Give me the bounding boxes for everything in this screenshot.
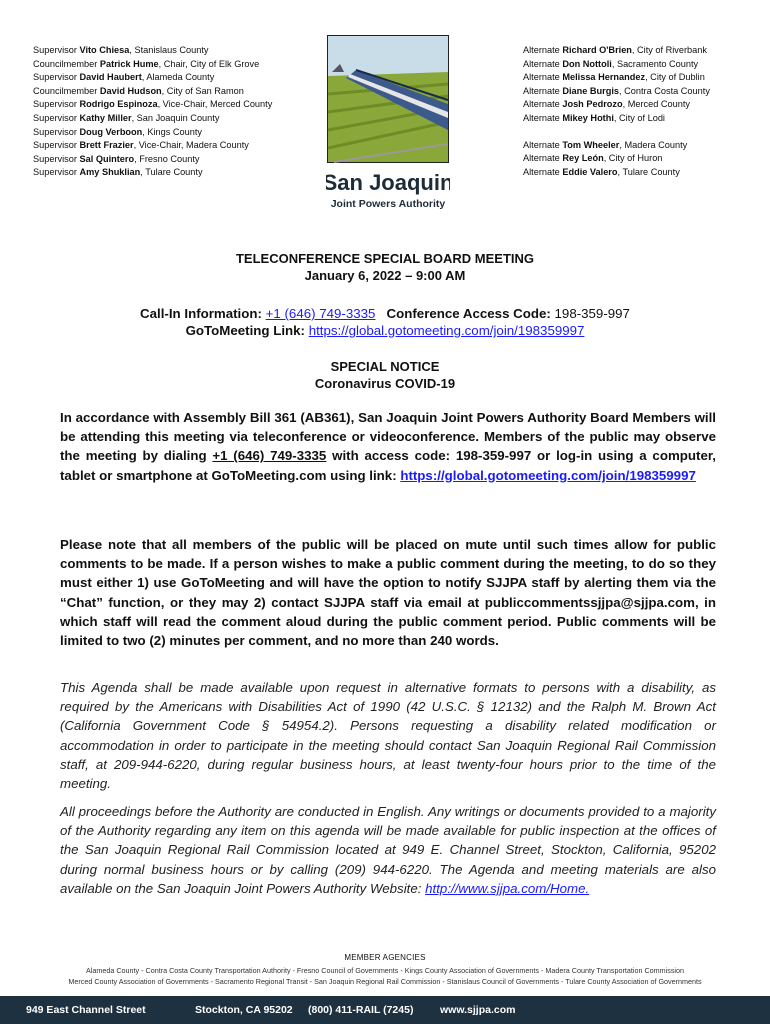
alternate-member-name: Richard O'Brien [562,45,632,55]
board-member-entry [33,153,323,167]
board-member-affiliation: , Fresno County [134,153,200,164]
board-member-affiliation: , Chair, City of Elk Grove [158,58,260,69]
access-code-value: 198-359-997 [554,306,630,321]
alternate-member-role: Alternate [523,99,560,110]
board-member-name: Vito Chiesa [79,45,130,55]
board-member-entry [33,98,323,112]
alternate-member-affiliation: , City of Huron [603,153,663,164]
board-member-name: Kathy Miller [79,112,132,123]
board-member-name: Doug Verboon [79,126,143,137]
call-in-label: Call-In Information: [140,306,262,321]
ada-paragraph: This Agenda shall be made available upon request in alternative formats to persons with a disability, as required by the Americans with Disabilities Act of 1990 (42 U.S.C. § 12132) and the Ralph M. Brown Act (California Government Code § 54954.2). Persons requesting a disability related modification or accommodation in order to participate in the meeting should contact San Joaquin Regional Rail Commission staff, at 209-944-6220, during regular business hours, at least twenty-four hours prior to the time of the meeting. [60,680,716,792]
board-member-entry [33,44,323,58]
alternate-member-entry [523,112,763,126]
ab361-text-b: with access code: 198-359-997 or log-in using a computer, tablet or smartphone at GoToMeeting.com using link: [60,448,716,483]
alternate-member-affiliation: , Madera County [619,139,688,150]
board-member-role: Supervisor [33,126,77,137]
dial-phone-link[interactable]: +1 (646) 749-3335 [212,448,327,464]
proceedings-text: All proceedings before the Authority are conducted in English. Any writings or documents provided to a majority of the Authority regarding any item on this agenda will be made available for public inspection at the offices of the San Joaquin Regional Rail Commission located at 949 E. Channel Street, Stockton, California, 95202 during normal business hours or by calling (209) 944-6220. The Agenda and meeting materials are also available on the San Joaquin Joint Powers Authority Website: [60,804,716,896]
special-notice-title: SPECIAL NOTICE [330,359,440,374]
ab361-text-a: In accordance with Assembly Bill 361 (AB361), San Joaquin Joint Powers Authority Board Members will be attending this meeting via teleconference or videoconference. Members of the public may observe the meeting by dialing [60,410,716,464]
alternate-member-affiliation: , City of Lodi [613,112,665,123]
alternate-member-affiliation: , City of Dublin [645,72,705,83]
board-member-affiliation: , Kings County [142,126,203,137]
access-code-label: Conference Access Code: [386,306,551,321]
board-roster [33,44,323,180]
public-comment-paragraph: Please note that all members of the public will be placed on mute until such times allow for public comments to be made. If a person wishes to make a public comment during the meeting, to do so they must either 1) use GoToMeeting and will have the option to notify SJJPA staff by alerting them via the “Chat” function, or they may 2) contact SJJPA staff via email at publiccommentssjjpa@sjjpa.com, in which staff will read the comment aloud during the public comment period. Public comments will be limited to two (2) minutes per comment, and no more than 240 words. [60,537,716,649]
board-member-role: Supervisor [33,112,77,123]
board-member-name: Amy Shuklian [79,167,141,178]
sjjpa-logo [326,34,450,212]
board-member-name: Rodrigo Espinoza [79,99,158,110]
board-member-entry [33,126,323,140]
alternate-member-name: Rey León [562,153,604,164]
alternate-member-name: Eddie Valero [562,166,618,177]
footer-bar [0,996,770,1024]
alternate-member-role: Alternate [523,58,560,69]
alternate-member-entry [523,139,763,153]
alternate-member-entry [523,44,763,58]
board-member-entry [33,71,323,85]
alternate-member-entry [523,152,763,166]
alternate-member-affiliation: , Merced County [622,99,690,110]
board-member-affiliation: , Vice-Chair, Merced County [157,99,273,110]
alternate-member-name: Josh Pedrozo [562,99,623,110]
board-member-entry [33,139,323,153]
proceedings-paragraph [60,802,716,898]
alternate-member-affiliation: , Tulare County [617,166,680,177]
footer-address: 949 East Channel Street [26,1004,146,1016]
alternate-member-role: Alternate [523,45,560,55]
board-member-affiliation: , San Joaquin County [131,112,220,123]
alternate-member-affiliation: , Contra Costa County [619,85,710,96]
meeting-title: TELECONFERENCE SPECIAL BOARD MEETING [235,251,535,266]
alternate-roster-group-1 [523,44,763,126]
board-member-entry [33,112,323,126]
board-member-affiliation: , Alameda County [141,72,215,83]
alternate-member-entry [523,98,763,112]
call-in-line [0,305,770,322]
ab361-gotomeeting-link[interactable]: https://global.gotomeeting.com/join/198359997 [400,467,696,483]
alternate-member-affiliation: , City of Riverbank [631,45,707,55]
footer-city: Stockton, CA 95202 [195,1004,293,1016]
alternate-member-name: Mikey Hothi [562,112,614,123]
gotomeeting-line [0,322,770,339]
alternate-member-role: Alternate [523,153,560,164]
alternate-member-role: Alternate [523,72,560,83]
board-member-role: Supervisor [33,45,77,55]
board-member-entry [33,58,323,72]
board-member-name: Patrick Hume [99,58,159,69]
board-member-name: Brett Frazier [79,140,134,151]
ab361-paragraph [60,408,716,485]
alternate-member-affiliation: , Sacramento County [611,58,699,69]
alternate-member-role: Alternate [523,112,560,123]
member-agencies-line-2: Merced County Association of Governments - Sacramento Regional Transit - San Joaquin Regional Rail Commission - Stanislaus Council of Governments - Tulare County Association of Governments [68,977,702,986]
board-member-role: Councilmember [33,85,98,96]
footer-phone: (800) 411-RAIL (7245) [308,1004,414,1016]
board-member-affiliation: , City of San Ramon [161,85,244,96]
logo-name: San Joaquin [326,170,450,195]
gotomeeting-link[interactable]: https://global.gotomeeting.com/join/198359997 [308,323,585,338]
member-agencies-label: MEMBER AGENCIES [344,953,426,962]
board-member-role: Supervisor [33,140,77,151]
alternate-roster [523,44,763,179]
board-member-entry [33,85,323,99]
board-member-name: Sal Quintero [79,153,135,164]
member-agencies-line-1: Alameda County - Contra Costa County Transportation Authority - Fresno Council of Governments - Kings County Association of Governments - Madera County Transportation Commission [85,966,685,975]
board-member-entry [33,166,323,180]
alternate-member-entry [523,58,763,72]
alternate-member-role: Alternate [523,166,560,177]
alternate-member-name: Diane Burgis [562,85,620,96]
call-in-phone-link[interactable]: +1 (646) 749-3335 [265,306,376,321]
board-member-name: David Haubert [79,72,142,83]
alternate-member-role: Alternate [523,139,560,150]
train-logo-icon [326,34,450,212]
alternate-roster-group-2 [523,139,763,180]
gotomeeting-label: GoToMeeting Link: [185,323,305,338]
board-member-role: Supervisor [33,99,77,110]
board-member-role: Councilmember [33,58,98,69]
alternate-member-role: Alternate [523,85,560,96]
board-member-role: Supervisor [33,72,77,83]
board-member-affiliation: , Stanislaus County [129,45,209,55]
board-member-role: Supervisor [33,153,77,164]
alternate-member-entry [523,166,763,180]
logo-subtitle: Joint Powers Authority [330,198,446,210]
alternate-member-name: Melissa Hernandez [562,72,646,83]
alternate-member-entry [523,71,763,85]
board-member-role: Supervisor [33,167,77,178]
board-member-name: David Hudson [99,85,162,96]
footer-website[interactable]: www.sjjpa.com [440,1004,516,1016]
alternate-member-name: Tom Wheeler [562,139,620,150]
alternate-member-entry [523,85,763,99]
board-member-affiliation: , Vice-Chair, Madera County [133,140,249,151]
board-member-affiliation: , Tulare County [140,167,203,178]
website-link[interactable]: http://www.sjjpa.com/Home. [425,880,590,896]
meeting-date: January 6, 2022 – 9:00 AM [304,268,466,283]
special-notice-subtitle: Coronavirus COVID-19 [314,376,456,391]
alternate-member-name: Don Nottoli [562,58,612,69]
